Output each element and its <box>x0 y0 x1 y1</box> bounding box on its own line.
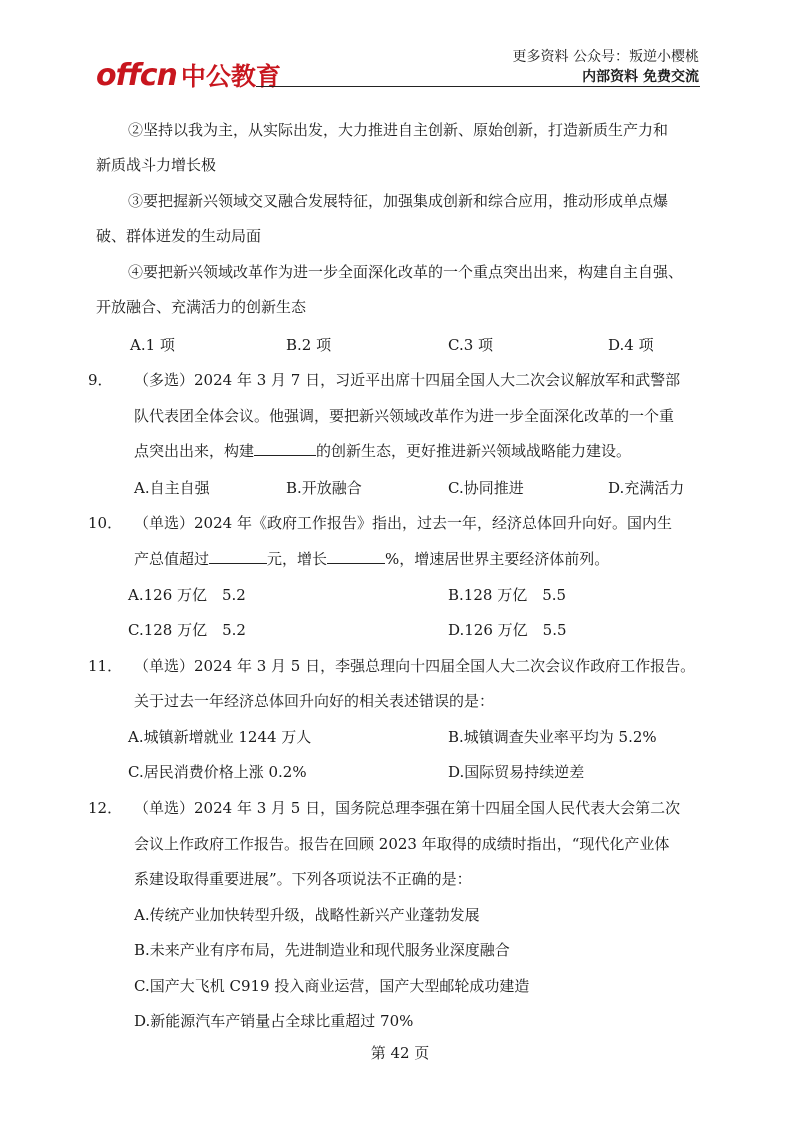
q8-item-4-line2: 开放融合、充满活力的创新生态 <box>96 298 307 316</box>
q10-line1: （单选）2024 年《政府工作报告》指出，过去一年，经济总体回升向好。国内生 <box>134 514 672 532</box>
q12-option-b: B.未来产业有序布局，先进制造业和现代服务业深度融合 <box>134 941 510 959</box>
q12-line2: 会议上作政府工作报告。报告在回顾 2023 年取得的成绩时指出，“现代化产业体 <box>134 835 670 853</box>
q10-option-d: D.126 万亿 5.5 <box>448 621 567 639</box>
page-header <box>0 0 800 100</box>
header-internal-note: 内部资料 免费交流 <box>582 69 699 85</box>
q10-gdp-blank <box>209 549 267 564</box>
q11-option-d: D.国际贸易持续逆差 <box>448 763 585 781</box>
q12-option-d: D.新能源汽车产销量占全球比重超过 70% <box>134 1012 414 1030</box>
q11-option-c: C.居民消费价格上涨 0.2% <box>128 763 307 781</box>
q11-options-row1 <box>96 727 704 747</box>
q9-options <box>96 478 704 498</box>
q9-option-a: A.自主自强 <box>134 479 210 497</box>
q8-option-d: D.4 项 <box>608 336 654 354</box>
q10-line2-start: 产总值超过 <box>134 550 210 568</box>
q8-item-4-line1: ④要把新兴领域改革作为进一步全面深化改革的一个重点突出出来，构建自主自强、 <box>128 263 684 281</box>
q8-option-b: B.2 项 <box>286 336 332 354</box>
q12-line1: （单选）2024 年 3 月 5 日，国务院总理李强在第十四届全国人民代表大会第二次 <box>134 799 681 817</box>
logo-cjk-text: 中公教育 <box>180 62 281 91</box>
q9-number: 9． <box>88 371 113 389</box>
q9-line1: （多选）2024 年 3 月 7 日，习近平出席十四届全国人大二次会议解放军和武警部 <box>134 371 681 389</box>
q8-item-3-line2: 破、群体迸发的生动局面 <box>96 227 262 245</box>
q9-option-b: B.开放融合 <box>286 479 362 497</box>
q9-option-d: D.充满活力 <box>608 479 685 497</box>
q10-options-row2 <box>96 620 704 640</box>
q11-option-a: A.城镇新增就业 1244 万人 <box>128 728 312 746</box>
q8-item-2-line1: ②坚持以我为主，从实际出发，大力推进自主创新、原始创新，打造新质生产力和 <box>128 121 669 139</box>
header-divider <box>256 86 700 87</box>
q9-line2: 队代表团全体会议。他强调，要把新兴领域改革作为进一步全面深化改革的一个重 <box>134 407 675 425</box>
q10-growth-blank <box>327 549 385 564</box>
q10-option-b: B.128 万亿 5.5 <box>448 586 567 604</box>
q10-line2-end: %，增速居世界主要经济体前列。 <box>385 550 610 568</box>
q12-line3: 系建设取得重要进展”。下列各项说法不正确的是： <box>134 870 472 888</box>
q8-item-3-line1: ③要把握新兴领域交叉融合发展特征，加强集成创新和综合应用，推动形成单点爆 <box>128 192 669 210</box>
q9-answer-blank <box>254 441 316 456</box>
header-wechat-note: 更多资料 公众号：叛逆小樱桃 <box>512 49 699 65</box>
q10-line2 <box>134 549 609 569</box>
q10-options-row1 <box>96 585 704 605</box>
q10-option-c: C.128 万亿 5.2 <box>128 621 246 639</box>
q8-options <box>96 335 704 355</box>
offcn-logo <box>96 58 281 92</box>
q8-option-c: C.3 项 <box>448 336 494 354</box>
q12-option-c: C.国产大飞机 C919 投入商业运营，国产大型邮轮成功建造 <box>134 977 530 995</box>
q11-line1: （单选）2024 年 3 月 5 日，李强总理向十四届全国人大二次会议作政府工作报告。 <box>134 657 696 675</box>
q11-line2: 关于过去一年经济总体回升向好的相关表述错误的是： <box>134 692 495 710</box>
q9-line3 <box>134 441 631 461</box>
logo-latin-text: offcn <box>96 57 177 93</box>
q9-option-c: C.协同推进 <box>448 479 524 497</box>
q12-option-a: A.传统产业加快转型升级，战略性新兴产业蓬勃发展 <box>134 906 480 924</box>
q9-line3-start: 点突出出来，构建 <box>134 442 255 460</box>
q11-number: 11． <box>88 657 123 675</box>
q10-number: 10． <box>88 514 123 532</box>
q10-option-a: A.126 万亿 5.2 <box>128 586 246 604</box>
q12-number: 12． <box>88 799 123 817</box>
q9-line3-end: 的创新生态，更好推进新兴领域战略能力建设。 <box>316 442 632 460</box>
q10-line2-mid: 元，增长 <box>267 550 328 568</box>
q8-option-a: A.1 项 <box>130 336 175 354</box>
q11-options-row2 <box>96 762 704 782</box>
q8-item-2-line2: 新质战斗力增长极 <box>96 156 217 174</box>
page-number: 第 42 页 <box>370 1044 430 1062</box>
q11-option-b: B.城镇调查失业率平均为 5.2% <box>448 728 657 746</box>
